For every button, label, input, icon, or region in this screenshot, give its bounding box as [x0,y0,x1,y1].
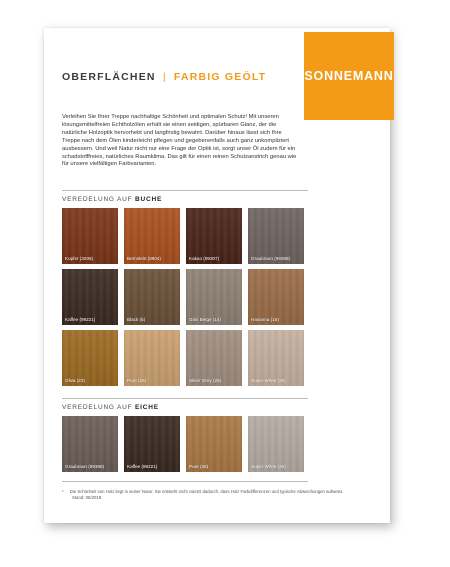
swatch-label: Oliva (23) [65,378,85,383]
intro-paragraph: Verleihen Sie Ihrer Treppe nachhaltige Schönheit und optimalen Schutz! Mit unseren lösungsmittelfreien Echtholzölen erhält sie einen seidigen, spürbaren Glanz, der die natürliche Holzoptik hervorhebt und langfristig bewahrt. Darüber hinaus lässt sich Ihre Treppe nach dem Ölen kinderleicht pflegen und gegebenenfalls auch ganz unkompliziert ausbessern. Und weil Natur nicht nur eine Frage der Optik ist, sorgt unser Öl zudem für ein schadstofffreies, natürliches Raumklima. Das gilt für einen reinen Schutzanstrich genau wie für unsere vielfältigen Farbvarianten. [62,114,297,168]
wood-swatch [248,208,304,264]
section-label-prefix: VEREDELUNG AUF [62,196,133,203]
swatch-label: Graubraun (99388) [65,464,105,469]
brochure-page [44,28,394,523]
wood-swatch [248,330,304,386]
section-label-bold: EICHE [135,404,159,411]
title-main: OBERFLÄCHEN [62,71,156,83]
divider-bottom [62,481,308,482]
wood-swatch [124,330,180,386]
brand-logo [304,32,394,120]
footnote-text: Die Schönheit von Holz liegt in seiner Natur. Sie entsteht nicht zuletzt dadurch, dass Holz Farbdifferenzen und typische Abweichungen aufweist. [69,489,344,494]
swatch-label: Silver Grey (28) [189,378,222,383]
divider-top [62,190,308,191]
swatch-grid-buche [62,208,304,386]
wood-swatch [124,208,180,264]
wood-swatch [62,330,118,386]
title-separator: | [162,71,167,83]
section-label-bold: BUCHE [135,196,163,203]
swatch-label: Havanna (15) [251,317,279,322]
wood-swatch [186,269,242,325]
swatch-grid-eiche [62,416,304,472]
wood-swatch [124,416,180,472]
wood-swatch [62,269,118,325]
swatch-label: Kupfer (3206) [65,256,94,261]
section-label-prefix: VEREDELUNG AUF [62,404,133,411]
wood-swatch [124,269,180,325]
swatch-label: Black (5) [127,317,146,322]
section-label-eiche [62,404,159,411]
swatch-label: Bernstein (8904) [127,256,161,261]
title-accent: FARBIG GEÖLT [173,71,267,83]
wood-swatch [248,416,304,472]
swatch-label: Graubraun (99388) [251,256,291,261]
footnote-stand: Stand: 05/2018 [72,494,102,500]
swatch-label: Griis Beige (14) [189,317,221,322]
divider-middle [62,398,308,399]
swatch-label: Kaffee (99221) [127,464,158,469]
wood-swatch [186,330,242,386]
swatch-label: Kaffee (99221) [65,317,96,322]
wood-swatch [62,208,118,264]
page-title [62,71,266,83]
swatch-label: Kakao (99307) [189,256,220,261]
swatch-label: Pure (26) [127,378,147,383]
wood-swatch [186,208,242,264]
swatch-label: Super White (35) [251,378,286,383]
footnote [62,489,362,500]
swatch-label: Pure (26) [189,464,209,469]
wood-swatch [186,416,242,472]
wood-swatch [62,416,118,472]
section-label-buche [62,196,162,203]
footnote-mark: * [62,489,64,494]
brand-name: SONNEMANN [304,69,394,83]
swatch-label: Super White (35) [251,464,286,469]
wood-swatch [248,269,304,325]
